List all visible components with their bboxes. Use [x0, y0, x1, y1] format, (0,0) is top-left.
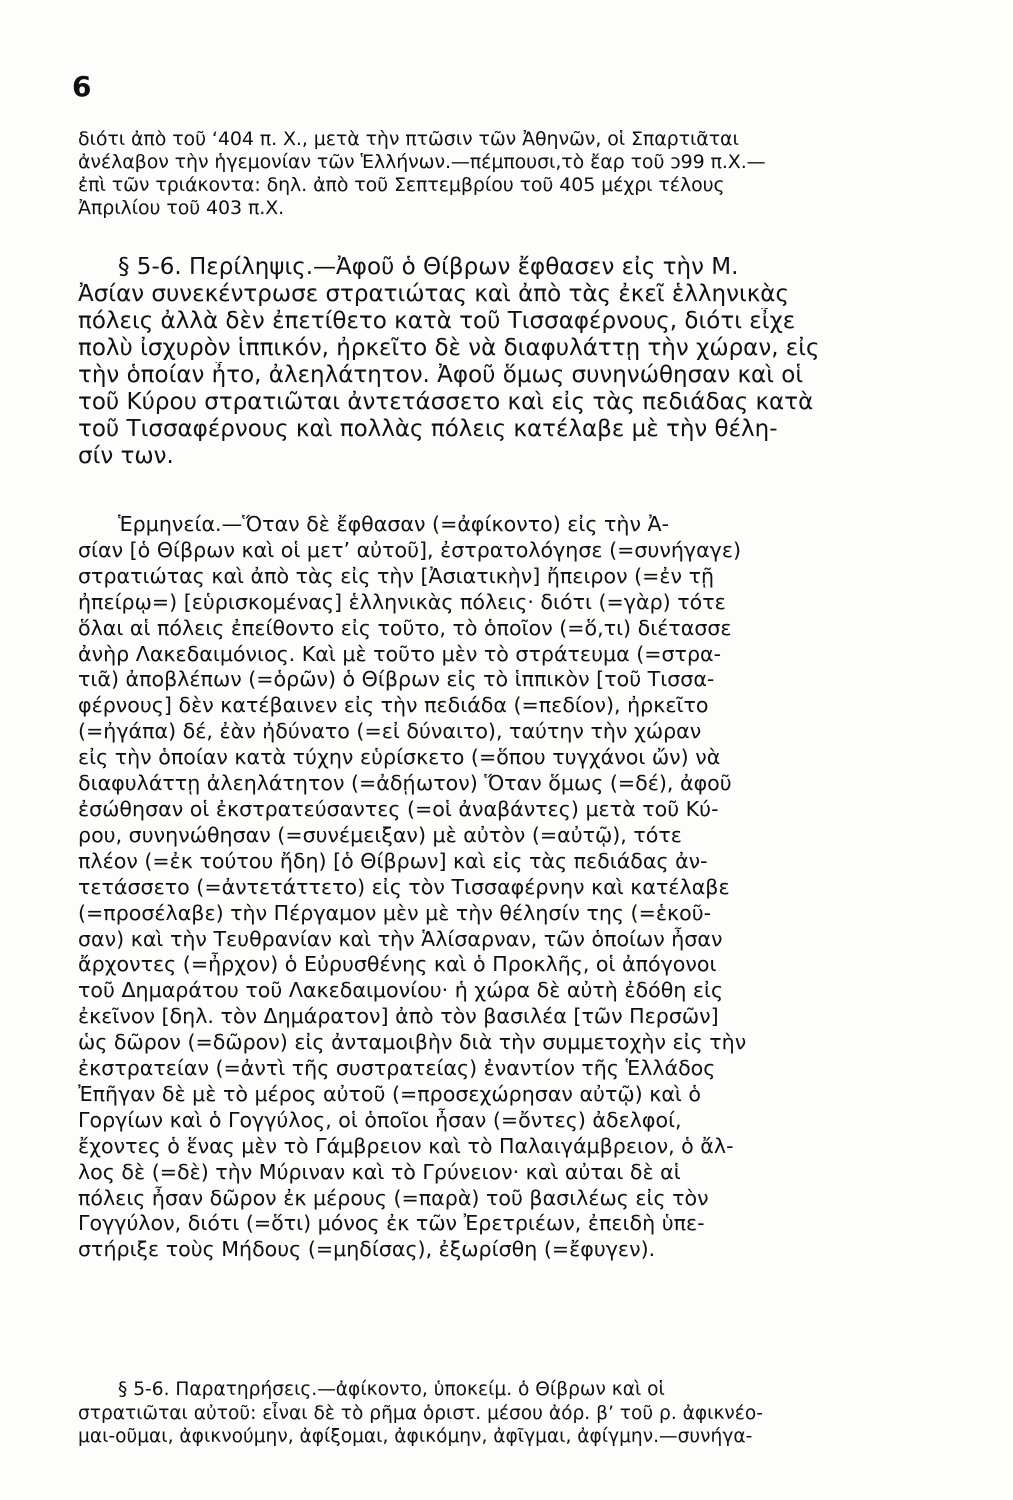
section-line: πόλεις ἀλλὰ δὲν ἐπετίθετο κατὰ τοῦ Τισσαφέρνους, διότι εἶχε — [78, 308, 796, 334]
interpretation-line: σαν) καὶ τὴν Τευθρανίαν καὶ τὴν Ἁλίσαρναν, τῶν ὁποίων ἦσαν — [78, 926, 723, 951]
section-line: τοῦ Κύρου στρατιῶται ἀντετάσσετο καὶ εἰς τὰς πεδιάδας κατὰ — [78, 389, 814, 415]
interpretation-section — [78, 512, 948, 1263]
section-line: πολὺ ἰσχυρὸν ἱππικόν, ἠρκεῖτο δὲ νὰ διαφυλάττῃ τὴν χώραν, εἰς — [78, 335, 820, 361]
footnote-line: ἀνέλαβον τὴν ἡγεμονίαν τῶν Ἑλλήνων.—πέμπουσι,τὸ ἔαρ τοῦ ͻ99 π.Χ.— — [78, 151, 766, 173]
remarks-section — [78, 1378, 948, 1449]
interpretation-line: Γοργίων καὶ ὁ Γογγύλος, οἱ ὁποῖοι ἦσαν (=ὄντες) ἀδελφοί, — [78, 1107, 682, 1132]
remarks-heading-line: § 5-6. Παρατηρήσεις.—ἀφίκοντο, ὑποκείμ. ὁ Θίβρων καὶ οἱ — [118, 1379, 665, 1400]
interpretation-line: ἐκεῖνον [δηλ. τὸν Δημάρατον] ἀπὸ τὸν βασιλέα [τῶν Περσῶν] — [78, 1004, 719, 1029]
interpretation-line: σίαν [ὁ Θίβρων καὶ οἱ μετ’ αὐτοῦ], ἐστρατολόγησε (=συνήγαγε) — [78, 537, 742, 562]
interpretation-line: ἐσώθησαν οἱ ἐκστρατεύσαντες (=οἱ ἀναβάντες) μετὰ τοῦ Κύ- — [78, 796, 719, 821]
section-line: Ἀσίαν συνεκέντρωσε στρατιώτας καὶ ἀπὸ τὰς ἐκεῖ ἑλληνικὰς — [78, 281, 789, 307]
summary-section — [78, 254, 948, 470]
footnote-line: ἐπὶ τῶν τριάκοντα: δηλ. ἀπὸ τοῦ Σεπτεμβρίου τοῦ 405 μέχρι τέλους — [78, 174, 725, 196]
interpretation-line: τετάσσετο (=ἀντετάττετο) εἰς τὸν Τισσαφέρνην καὶ κατέλαβε — [78, 874, 730, 899]
interpretation-line: Γογγύλον, διότι (=ὅτι) μόνος ἐκ τῶν Ἐρετριέων, ἐπειδὴ ὑπε- — [78, 1211, 705, 1236]
interpretation-line: πόλεις ἦσαν δῶρον ἐκ μέρους (=παρὰ) τοῦ βασιλέως εἰς τὸν — [78, 1185, 709, 1210]
interpretation-line: φέρνους] δὲν κατέβαινεν εἰς τὴν πεδιάδα (=πεδίον), ἠρκεῖτο — [78, 693, 709, 718]
interpretation-line: τοῦ Δημαράτου τοῦ Λακεδαιμονίου· ἡ χώρα δὲ αὐτὴ ἐδόθη εἰς — [78, 978, 724, 1003]
section-heading-line: § 5-6. Περίληψις.—Ἀφοῦ ὁ Θίβρων ἔφθασεν εἰς τὴν Μ. — [118, 254, 739, 280]
interpretation-line: τιᾶ) ἀποβλέπων (=ὁρῶν) ὁ Θίβρων εἰς τὸ ἱππικὸν [τοῦ Τισσα- — [78, 667, 715, 692]
interpretation-line: πλέον (=ἐκ τούτου ἤδη) [ὁ Θίβρων] καὶ εἰς τὰς πεδιάδας ἀν- — [78, 848, 708, 873]
interpretation-line: ἠπείρῳ=) [εὑρισκομένας] ἑλληνικὰς πόλεις· διότι (=γὰρ) τότε — [78, 589, 726, 614]
interpretation-line: εἰς τὴν ὁποίαν κατὰ τύχην εὑρίσκετο (=ὅπου τυγχάνοι ὤν) νὰ — [78, 745, 721, 770]
interpretation-line: ἄρχοντες (=ἦρχον) ὁ Εὐρυσθένης καὶ ὁ Προκλῆς, οἱ ἀπόγονοι — [78, 952, 717, 977]
interpretation-line: στρατιώτας καὶ ἀπὸ τὰς εἰς τὴν [Ἀσιατικὴν] ἤπειρον (=ἐν τῇ — [78, 563, 715, 588]
interpretation-line: ἔχοντες ὁ ἕνας μὲν τὸ Γάμβρειον καὶ τὸ Παλαιγάμβρειον, ὁ ἄλ- — [78, 1133, 734, 1158]
footnote-line: διότι ἀπὸ τοῦ ‘404 π. Χ., μετὰ τὴν πτῶσιν τῶν Ἀθηνῶν, οἱ Σπαρτιᾶται — [78, 128, 739, 150]
interpretation-line: ἀνὴρ Λακεδαιμόνιος. Καὶ μὲ τοῦτο μὲν τὸ στράτευμα (=στρα- — [78, 641, 722, 666]
interpretation-line: λος δὲ (=δὲ) τὴν Μύριναν καὶ τὸ Γρύνειον· καὶ αὐται δὲ αἱ — [78, 1159, 681, 1184]
footnote-line: Ἀπριλίου τοῦ 403 π.Χ. — [78, 197, 285, 219]
interpretation-line: (=ἠγάπα) δέ, ἐὰν ἠδύνατο (=εἰ δύναιτο), ταύτην τὴν χώραν — [78, 719, 702, 744]
interpretation-line: ἐκστρατείαν (=ἀντὶ τῆς συστρατείας) ἐναντίον τῆς Ἑλλάδος — [78, 1056, 716, 1081]
remarks-line: μαι-οῦμαι, ἀφικνούμην, ἀφίξομαι, ἀφικόμην, ἀφῖγμαι, ἀφίγμην.—συνήγα- — [78, 1426, 753, 1447]
page-number: 6 — [72, 70, 92, 103]
interpretation-line: (=προσέλαβε) τὴν Πέργαμον μὲν μὲ τὴν θέλησίν της (=ἑκοῦ- — [78, 900, 712, 925]
interpretation-heading-line: Ἑρμηνεία.—Ὅταν δὲ ἔφθασαν (=ἀφίκοντο) εἰς τὴν Ἀ- — [118, 512, 670, 536]
section-line: σίν των. — [78, 443, 174, 469]
interpretation-line: ὡς δῶρον (=δῶρον) εἰς ἀνταμοιβὴν διὰ τὴν συμμετοχὴν εἰς τὴν — [78, 1030, 747, 1055]
section-line: τὴν ὁποίαν ἦτο, ἀλεηλάτητον. Ἀφοῦ ὅμως συνηνώθησαν καὶ οἱ — [78, 362, 804, 388]
interpretation-line: διαφυλάττῃ ἀλεηλάτητον (=ἀδῄωτον) Ὅταν ὅμως (=δέ), ἀφοῦ — [78, 771, 732, 796]
interpretation-line: ὅλαι αἱ πόλεις ἐπείθοντο εἰς τοῦτο, τὸ ὁποῖον (=ὅ,τι) διέτασσε — [78, 615, 732, 640]
interpretation-line: ρου, συνηνώθησαν (=συνέμειξαν) μὲ αὐτὸν (=αὐτῷ), τότε — [78, 822, 682, 847]
remarks-line: στρατιῶται αὐτοῦ: εἶναι δὲ τὸ ρῆμα ὁριστ. μέσου ἀόρ. β’ τοῦ ρ. ἀφικνέο- — [78, 1402, 763, 1424]
section-line: τοῦ Τισσαφέρνους καὶ πολλὰς πόλεις κατέλαβε μὲ τὴν θέλη- — [78, 416, 778, 442]
interpretation-line: στήριξε τοὺς Μήδους (=μηδίσας), ἐξωρίσθη (=ἔφυγεν). — [78, 1237, 656, 1262]
footnote-block — [78, 128, 948, 220]
interpretation-line: Ἐπῆγαν δὲ μὲ τὸ μέρος αὐτοῦ (=προσεχώρησαν αὐτῷ) καὶ ὁ — [78, 1081, 702, 1106]
